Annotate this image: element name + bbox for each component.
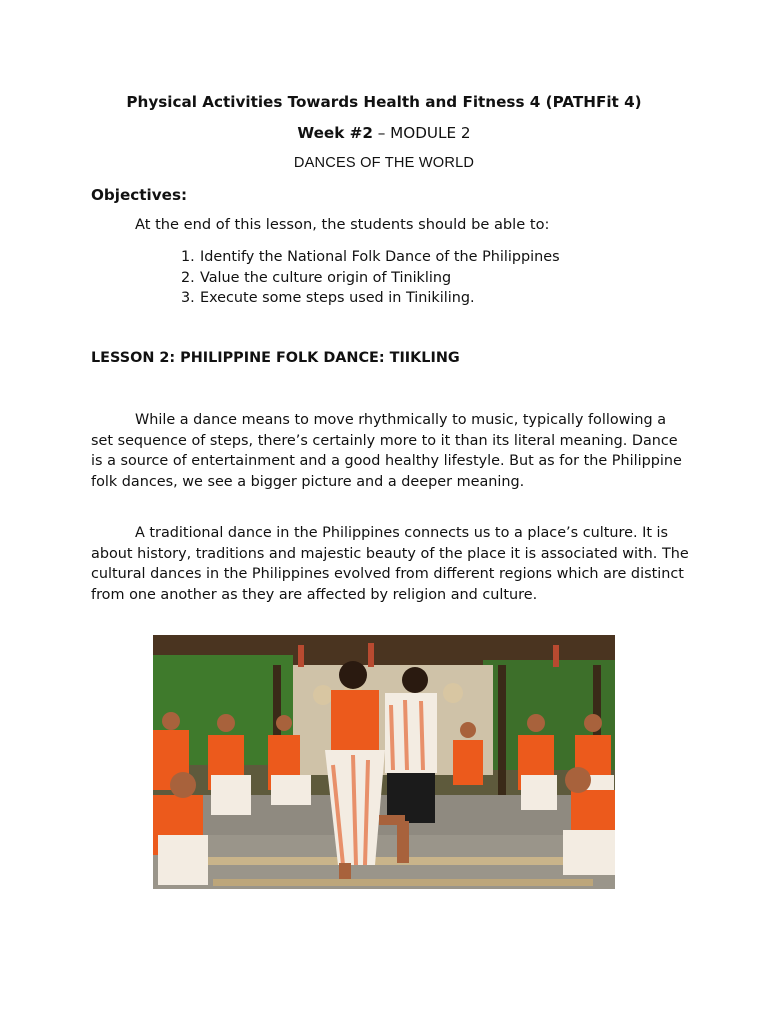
tinikling-dance-photo [153, 635, 615, 889]
objectives-intro: At the end of this lesson, the students should be able to: [135, 216, 550, 233]
objective-text: Identify the National Folk Dance of the Philippines [200, 249, 560, 265]
lesson-paragraph [91, 410, 691, 492]
lesson-heading: LESSON 2: PHILIPPINE FOLK DANCE: TIIKLING [91, 350, 460, 366]
module-line [0, 124, 768, 142]
module-label: – MODULE 2 [372, 124, 471, 142]
objective-item [181, 247, 560, 268]
course-title: Physical Activities Towards Health and Fitness 4 (PATHFit 4) [126, 93, 642, 111]
objective-number: 1. [181, 249, 195, 265]
objective-number: 3. [181, 290, 195, 306]
week-label: Week #2 [297, 124, 373, 142]
objective-text: Value the culture origin of Tinikling [200, 269, 452, 286]
paragraph-text: A traditional dance in the Philippines connects us to a place’s culture. It is about history, traditions and majestic beauty of the place it is associated with. The cultural dances in the Philippines evolved from different regions which are distinct from one another as they are affected by religion and culture. [91, 525, 689, 603]
objective-number: 2. [181, 269, 195, 286]
paragraph-text: While a dance means to move rhythmically to music, typically following a set sequence of steps, there’s certainly more to it than its literal meaning. Dance is a source of entertainment and a good healthy lifestyle. But as for the Philippine folk dances, we see a bigger picture and a deeper meaning. [91, 412, 682, 490]
objective-item [181, 288, 560, 309]
objective-item [181, 268, 560, 289]
objectives-list [181, 247, 560, 309]
objective-text: Execute some steps used in Tinikiling. [200, 290, 475, 306]
lesson-topic: DANCES OF THE WORLD [293, 155, 475, 171]
objectives-heading: Objectives: [91, 186, 188, 204]
lesson-paragraph [91, 523, 691, 605]
